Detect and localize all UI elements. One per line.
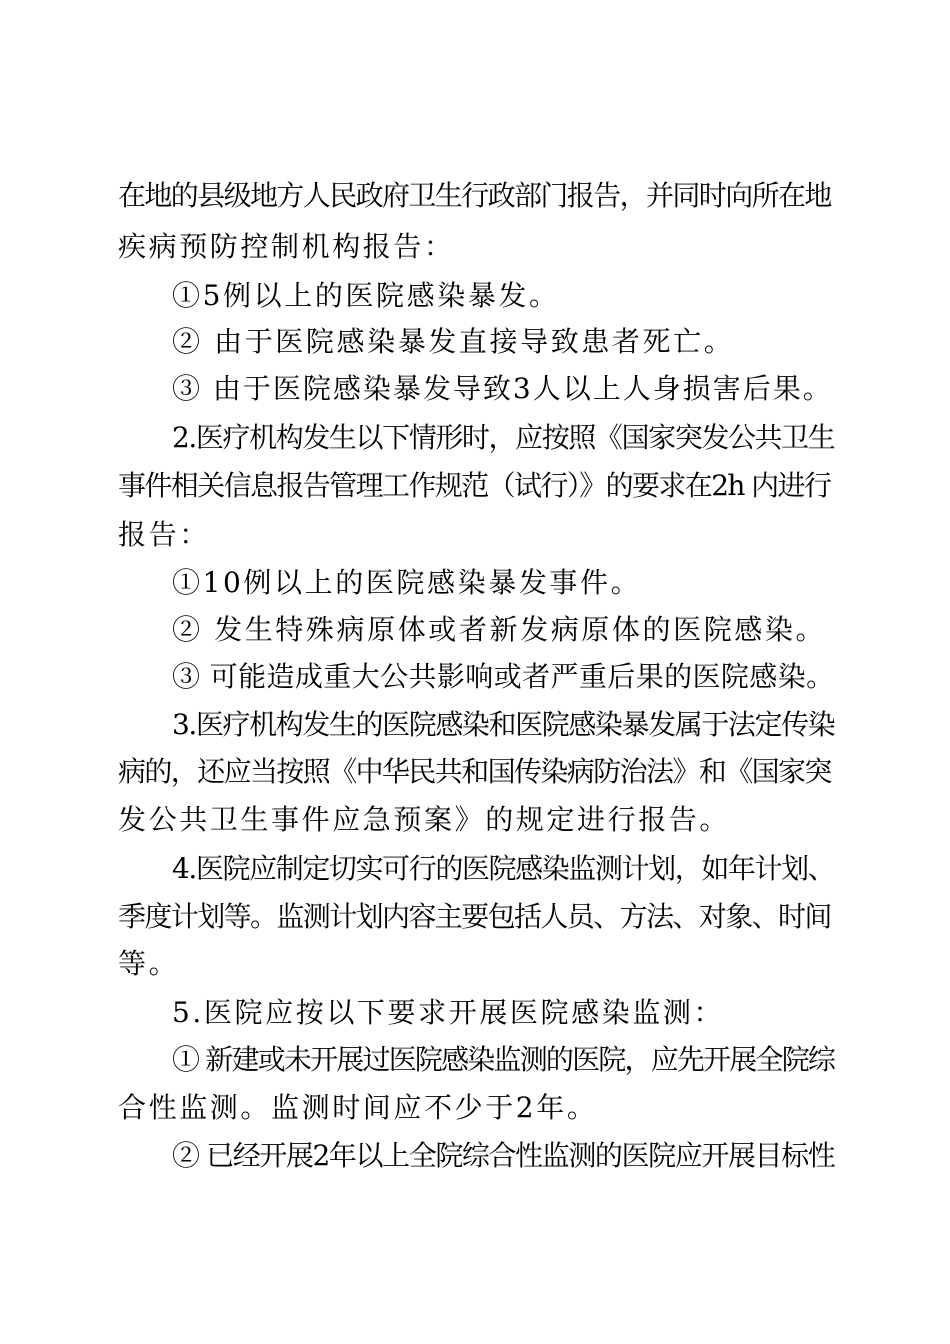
- text-line: 事件相关信息报告管理工作规范（试行）》的要求在2h 内进行: [118, 469, 831, 502]
- text-line: 病的，还应当按照《中华民共和国传染病防治法》和《国家突: [118, 755, 831, 788]
- text-line: ① 新建或未开展过医院感染监测的医院，应先开展全院综: [172, 1043, 835, 1076]
- text-line: ② 发生特殊病原体或者新发病原体的医院感染。: [172, 613, 827, 646]
- text-line: 4.医院应制定切实可行的医院感染监测计划，如年计划、: [172, 852, 835, 885]
- text-line: 疾病预防控制机构报告：: [118, 230, 455, 263]
- text-line: ①10例以上的医院感染暴发事件。: [172, 566, 642, 599]
- text-line: 3.医疗机构发生的医院感染和医院感染暴发属于法定传染: [172, 708, 835, 741]
- text-line: ①5例以上的医院感染暴发。: [172, 279, 560, 312]
- text-line: 季度计划等。监测计划内容主要包括人员、方法、对象、时间: [118, 900, 831, 933]
- text-line: 在地的县级地方人民政府卫生行政部门报告，并同时向所在地: [118, 179, 831, 212]
- text-line: ③ 由于医院感染暴发导致3人以上人身损害后果。: [172, 372, 833, 405]
- text-line: 发公共卫生事件应急预案》的规定进行报告。: [118, 803, 731, 836]
- text-line: ③ 可能造成重大公共影响或者严重后果的医院感染。: [172, 660, 835, 693]
- text-line: 合性监测。监测时间应不少于2年。: [118, 1091, 598, 1124]
- text-line: 等。: [118, 947, 180, 980]
- text-line: ② 已经开展2年以上全院综合性监测的医院应开展目标性: [172, 1139, 835, 1172]
- text-line: 5.医院应按以下要求开展医院感染监测：: [172, 996, 725, 1029]
- text-line: 报告：: [118, 518, 210, 551]
- text-line: ② 由于医院感染暴发直接导致患者死亡。: [172, 325, 735, 358]
- text-line: 2.医疗机构发生以下情形时，应按照《国家突发公共卫生: [172, 421, 835, 454]
